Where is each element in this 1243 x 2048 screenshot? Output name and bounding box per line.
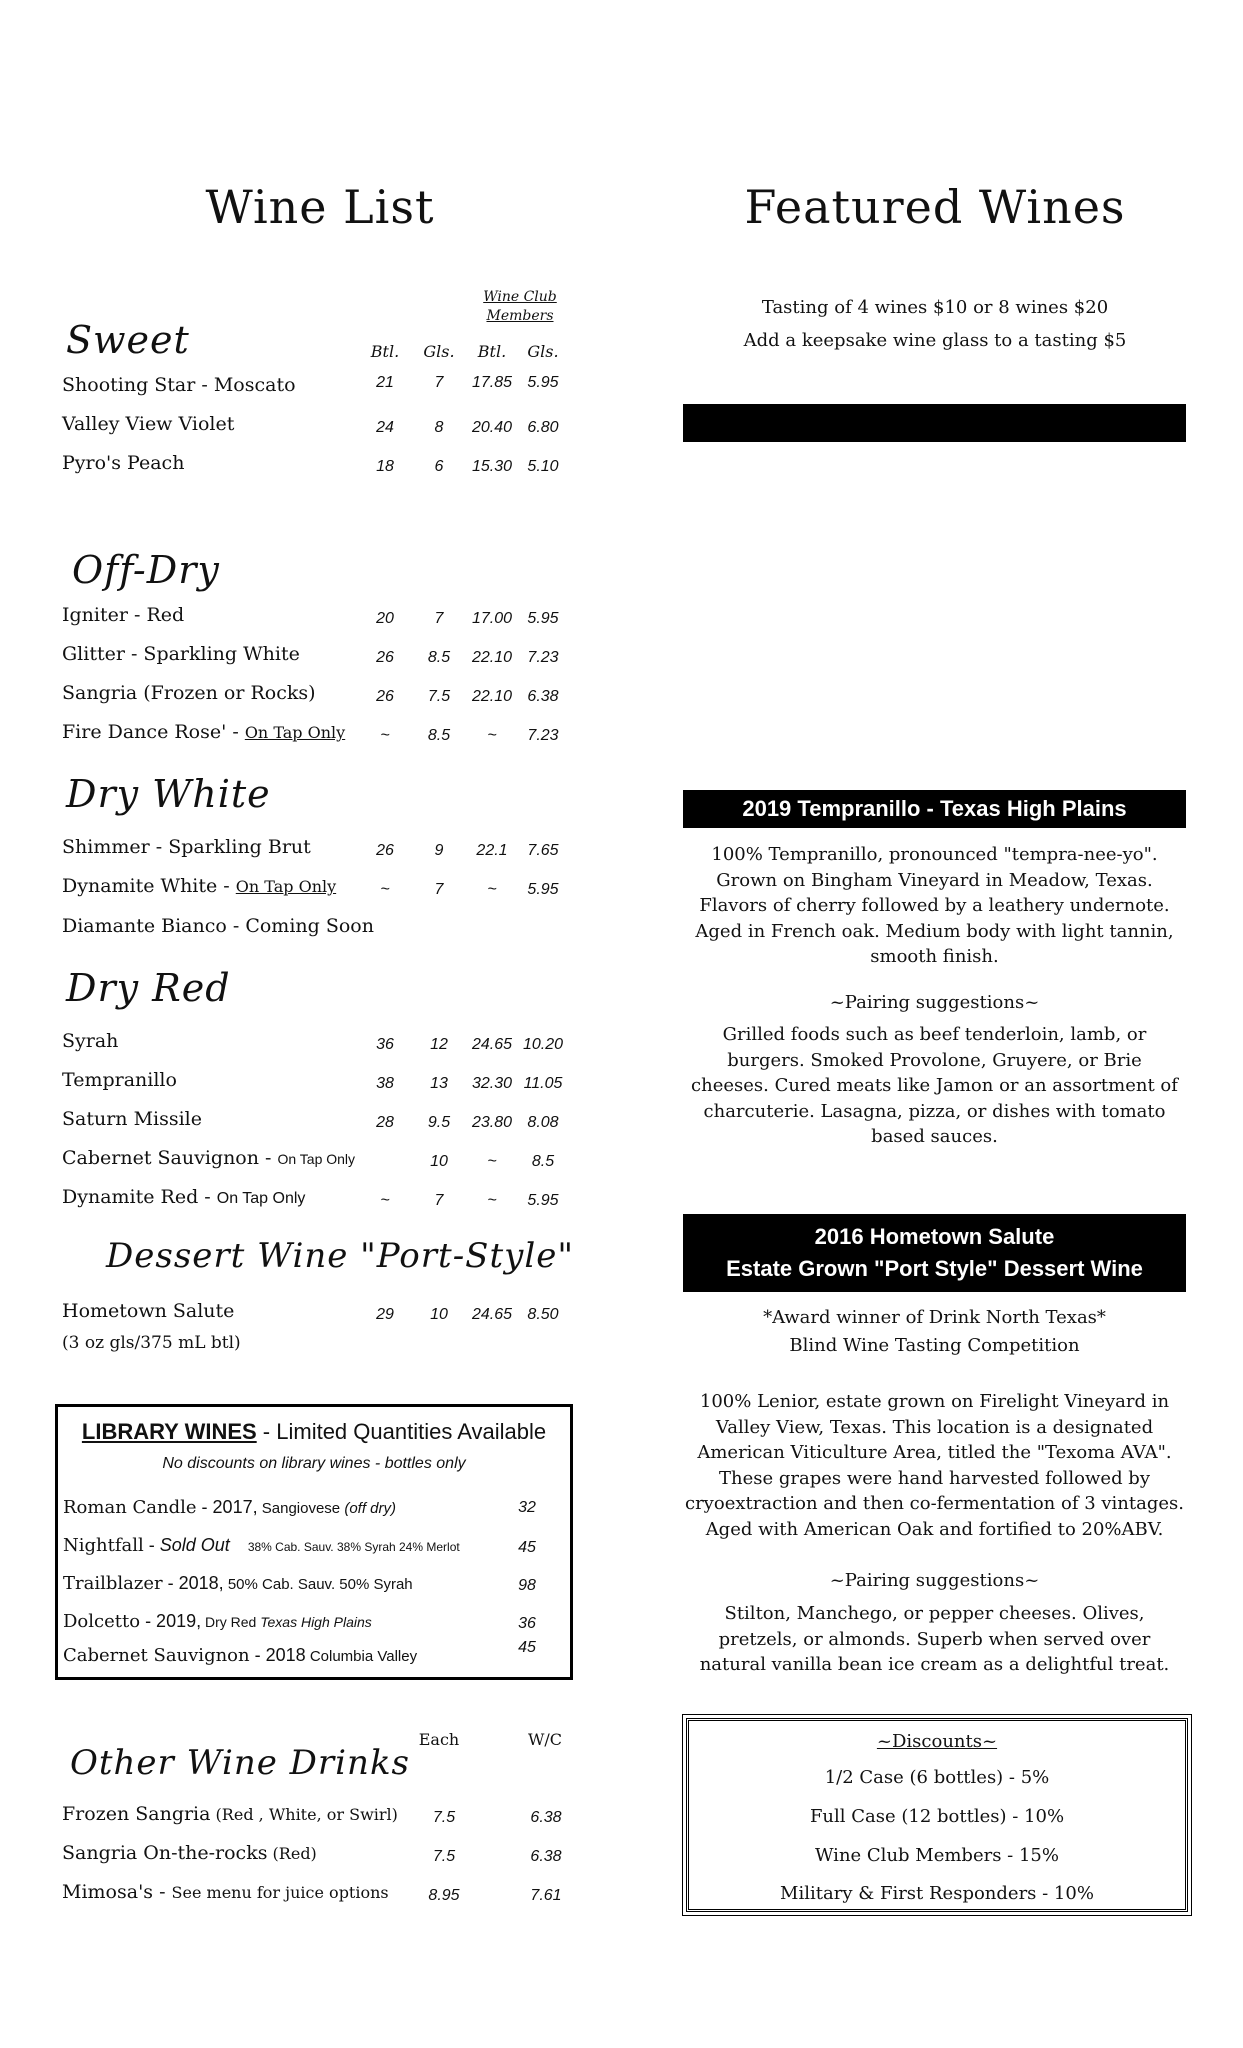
col-header-club-gls: Gls.: [527, 342, 559, 361]
library-item-vintage: - 2018,: [162, 1573, 224, 1593]
price-btl: 36: [376, 1036, 394, 1053]
price-btl: 26: [376, 688, 394, 705]
library-item-name: Dolcetto: [63, 1611, 141, 1632]
library-title-rest: - Limited Quantities Available: [256, 1419, 547, 1444]
tap-note: On Tap Only: [244, 723, 346, 742]
desc-line: Aged in French oak. Medium body with light tannin,: [695, 920, 1174, 942]
discounts-title: ~Discounts~: [876, 1731, 998, 1752]
wine-item: [62, 1186, 305, 1208]
price-each: 8.95: [428, 1887, 460, 1904]
col-header-club-btl: Btl.: [477, 342, 507, 361]
tap-note: On Tap Only: [216, 1190, 306, 1207]
price-each: 7.5: [432, 1848, 456, 1865]
price-gls: 10: [430, 1306, 448, 1323]
serving-size-note: (3 oz gls/375 mL btl): [62, 1333, 241, 1353]
tap-note: On Tap Only: [277, 1151, 356, 1167]
desc-line: Flavors of cherry followed by a leathery undernote.: [699, 895, 1170, 916]
price-gls: 7: [434, 610, 444, 627]
pairing-line: burgers. Smoked Provolone, Gruyere, or Brie: [727, 1049, 1142, 1071]
price-gls: 8.5: [427, 649, 451, 666]
library-item-vintage: - 2019,: [140, 1611, 202, 1631]
hometown-pairing: [683, 1601, 1186, 1678]
tempranillo-header: 2019 Tempranillo - Texas High Plains: [683, 790, 1186, 828]
drink-item: [62, 1803, 398, 1825]
library-item-detail: 38% Cab. Sauv. 38% Syrah 24% Merlot: [247, 1540, 460, 1554]
price-club-btl: 15.30: [471, 458, 513, 475]
price-btl: 29: [376, 1306, 394, 1323]
price-gls: 9: [434, 842, 444, 859]
library-item-detail: Columbia Valley: [305, 1648, 418, 1665]
price-btl: 21: [376, 374, 394, 391]
desc-line: cryoextraction and then co-fermentation of 3 vintages.: [685, 1493, 1184, 1514]
tempranillo-pairing-title: ~Pairing suggestions~: [829, 992, 1040, 1013]
drink-name: Sangria On-the-rocks: [62, 1842, 268, 1864]
section-off-dry: Off-Dry: [72, 548, 220, 592]
price-btl: ~: [380, 727, 390, 744]
price-club-btl: 32.30: [471, 1075, 513, 1092]
drink-name: Frozen Sangria: [62, 1803, 211, 1825]
price-gls: 7.5: [427, 688, 451, 705]
wine-item: [62, 875, 336, 897]
price-club-btl: ~: [487, 1192, 497, 1209]
col-header-btl: Btl.: [370, 342, 400, 361]
price-club-btl: 23.80: [471, 1114, 513, 1131]
drink-detail: (Red , White, or Swirl): [210, 1805, 398, 1824]
section-dessert-wine: Dessert Wine "Port-Style": [106, 1236, 574, 1276]
price-club-btl: 24.65: [471, 1306, 513, 1323]
price-club-gls: 6.38: [527, 688, 559, 705]
desc-line: 100% Tempranillo, pronounced "tempra-nee-yo".: [711, 844, 1158, 865]
price-club-btl: 24.65: [471, 1036, 513, 1053]
wine-name: Dynamite White -: [62, 875, 236, 897]
library-item-name: Trailblazer: [63, 1573, 163, 1594]
desc-line: 100% Lenior, estate grown on Firelight Vineyard in: [699, 1391, 1170, 1412]
col-header-each: Each: [418, 1730, 460, 1749]
price-gls: 7: [434, 374, 444, 391]
award-line: *Award winner of Drink North Texas*: [763, 1307, 1106, 1328]
featured-wines-title: Featured Wines: [744, 180, 1126, 234]
price-club-btl: 22.10: [471, 649, 513, 666]
drink-item: [62, 1842, 317, 1864]
library-item-detail: Sangiovese: [257, 1500, 345, 1517]
library-price: 45: [518, 1639, 536, 1656]
tempranillo-pairing: [683, 1022, 1186, 1150]
drink-detail: (Red): [267, 1844, 317, 1863]
desc-line: smooth finish.: [870, 946, 999, 967]
wine-item: Shooting Star - Moscato: [62, 374, 296, 396]
library-item: [63, 1611, 372, 1632]
wine-name: Cabernet Sauvignon -: [62, 1147, 278, 1169]
price-club-btl: 17.85: [471, 374, 513, 391]
price-club-gls: 5.95: [527, 881, 559, 898]
desc-line: Valley View, Texas. This location is a designated: [715, 1416, 1154, 1438]
library-item-sold-out: Sold Out: [159, 1535, 230, 1555]
price-wc: 6.38: [530, 1809, 562, 1826]
price-club-gls: 5.95: [527, 610, 559, 627]
price-club-gls: 7.23: [527, 727, 559, 744]
price-club-gls: 7.65: [527, 842, 559, 859]
tap-note: On Tap Only: [235, 877, 337, 896]
black-divider-bar: [683, 404, 1186, 442]
price-club-gls: 10.20: [522, 1036, 564, 1053]
price-gls: 9.5: [427, 1114, 451, 1131]
library-price: 36: [518, 1615, 536, 1632]
price-club-gls: 11.05: [523, 1075, 563, 1092]
price-btl: 28: [376, 1114, 394, 1131]
library-item-detail-italic: Texas High Plains: [260, 1614, 372, 1630]
pairing-line: cheeses. Cured meats like Jamon or an assortment of: [691, 1075, 1178, 1096]
drink-detail: See menu for juice options: [171, 1883, 389, 1902]
wine-club-header: Wine Club Members: [483, 289, 557, 324]
drink-name: Mimosa's -: [62, 1881, 172, 1903]
award-line: Blind Wine Tasting Competition: [789, 1335, 1080, 1356]
section-dry-white: Dry White: [66, 772, 271, 816]
library-wines-box: [55, 1404, 573, 1680]
wine-item: [62, 1147, 355, 1169]
library-title: [58, 1419, 570, 1445]
price-each: 7.5: [432, 1809, 456, 1826]
price-gls: 12: [430, 1036, 448, 1053]
price-club-btl: ~: [487, 1153, 497, 1170]
price-gls: 7: [434, 881, 444, 898]
price-gls: 8: [434, 419, 444, 436]
price-club-gls: 8.50: [527, 1306, 559, 1323]
library-item-detail-italic: (off dry): [344, 1500, 397, 1517]
wine-list-title: Wine List: [205, 180, 435, 234]
discounts-box: [686, 1718, 1188, 1912]
library-item: [63, 1497, 396, 1518]
price-btl: 20: [376, 610, 394, 627]
library-item: [63, 1573, 413, 1594]
price-club-btl: 17.00: [471, 610, 513, 627]
price-club-gls: 8.5: [531, 1153, 555, 1170]
desc-line: American Viticulture Area, titled the "Texoma AVA".: [697, 1442, 1172, 1463]
discount-item: Wine Club Members - 15%: [815, 1845, 1059, 1866]
library-title-bold: LIBRARY WINES: [81, 1419, 257, 1444]
library-item-name: Cabernet Sauvignon: [63, 1645, 250, 1666]
price-wc: 7.61: [530, 1887, 562, 1904]
price-club-btl: 22.1: [476, 842, 508, 859]
wine-item: Tempranillo: [62, 1069, 177, 1091]
pairing-line: Stilton, Manchego, or pepper cheeses. Olives,: [724, 1603, 1145, 1624]
desc-line: These grapes were hand harvested followed by: [718, 1467, 1150, 1489]
hometown-description: [683, 1389, 1186, 1542]
price-wc: 6.38: [530, 1848, 562, 1865]
wine-item: Sangria (Frozen or Rocks): [62, 682, 316, 704]
price-gls: 6: [434, 458, 444, 475]
header-line-2: Estate Grown "Port Style" Dessert Wine: [726, 1256, 1143, 1281]
library-item-vintage: - 2017,: [196, 1497, 258, 1517]
library-item: [63, 1645, 417, 1666]
wine-item: Diamante Bianco - Coming Soon: [62, 915, 374, 937]
section-sweet: Sweet: [66, 318, 190, 362]
pairing-line: charcuterie. Lasagna, pizza, or dishes with tomato: [703, 1100, 1166, 1122]
discount-item: Full Case (12 bottles) - 10%: [809, 1806, 1065, 1827]
wine-item: Valley View Violet: [62, 413, 235, 435]
wine-item: Syrah: [62, 1030, 119, 1052]
library-item-name: Nightfall: [63, 1535, 144, 1556]
price-club-gls: 7.23: [527, 649, 559, 666]
price-gls: 8.5: [427, 727, 451, 744]
section-other-wine-drinks: Other Wine Drinks: [70, 1743, 410, 1783]
price-btl: 26: [376, 649, 394, 666]
price-club-btl: 20.40: [471, 419, 513, 436]
pairing-line: pretzels, or almonds. Superb when served over: [718, 1628, 1151, 1650]
drink-item: [62, 1881, 389, 1903]
tempranillo-description: [683, 842, 1186, 970]
library-item-detail: Dry Red: [201, 1614, 261, 1630]
library-item-vintage: -: [143, 1535, 160, 1555]
price-btl: 24: [376, 419, 394, 436]
price-btl: 18: [376, 458, 394, 475]
hometown-pairing-title: ~Pairing suggestions~: [829, 1570, 1040, 1591]
library-item-name: Roman Candle: [63, 1497, 197, 1518]
award-note: [683, 1304, 1186, 1360]
price-btl: ~: [380, 1192, 390, 1209]
pairing-line: based sauces.: [871, 1126, 998, 1147]
wine-item: Saturn Missile: [62, 1108, 203, 1130]
wine-item: [62, 721, 345, 743]
price-club-gls: 8.08: [527, 1114, 559, 1131]
discount-item: 1/2 Case (6 bottles) - 5%: [824, 1767, 1050, 1788]
price-club-btl: 22.10: [471, 688, 513, 705]
wine-item: Igniter - Red: [62, 604, 185, 626]
price-gls: 7: [434, 1192, 444, 1209]
section-dry-red: Dry Red: [66, 966, 231, 1010]
wine-item: Pyro's Peach: [62, 452, 185, 474]
col-header-gls: Gls.: [423, 342, 455, 361]
price-btl: 38: [376, 1075, 394, 1092]
price-club-gls: 5.10: [527, 458, 559, 475]
wine-item: Hometown Salute: [62, 1300, 235, 1322]
price-club-gls: 5.95: [527, 374, 559, 391]
desc-line: Grown on Bingham Vineyard in Meadow, Texas.: [716, 869, 1153, 891]
tasting-line-1: Tasting of 4 wines $10 or 8 wines $20: [761, 297, 1109, 318]
price-gls: 13: [430, 1075, 448, 1092]
col-header-wc: W/C: [527, 1730, 563, 1749]
library-item: [63, 1535, 460, 1556]
wine-item: Shimmer - Sparkling Brut: [62, 836, 311, 858]
price-club-gls: 6.80: [527, 419, 559, 436]
price-gls: 10: [430, 1153, 448, 1170]
pairing-line: natural vanilla bean ice cream as a delightful treat.: [699, 1654, 1170, 1675]
pairing-line: Grilled foods such as beef tenderloin, lamb, or: [722, 1024, 1147, 1045]
library-price: 45: [518, 1539, 536, 1556]
price-btl: ~: [380, 881, 390, 898]
price-club-btl: ~: [487, 727, 497, 744]
library-item-detail: 50% Cab. Sauv. 50% Syrah: [223, 1576, 413, 1593]
tasting-line-2: Add a keepsake wine glass to a tasting $5: [743, 330, 1127, 351]
library-price: 98: [518, 1577, 536, 1594]
library-price: 32: [518, 1499, 536, 1516]
wine-name: Fire Dance Rose' -: [62, 721, 245, 743]
price-club-btl: ~: [487, 881, 497, 898]
price-btl: 26: [376, 842, 394, 859]
wine-item: Glitter - Sparkling White: [62, 643, 300, 665]
wine-name: Dynamite Red -: [62, 1186, 217, 1208]
hometown-salute-header: [683, 1214, 1186, 1292]
desc-line: Aged with American Oak and fortified to 20%ABV.: [705, 1518, 1164, 1540]
price-club-gls: 5.95: [527, 1192, 559, 1209]
library-item-vintage: - 2018: [249, 1645, 306, 1665]
library-subtitle: No discounts on library wines - bottles only: [162, 1455, 466, 1472]
header-line-1: 2016 Hometown Salute: [814, 1224, 1055, 1249]
discount-item: Military & First Responders - 10%: [780, 1883, 1094, 1904]
